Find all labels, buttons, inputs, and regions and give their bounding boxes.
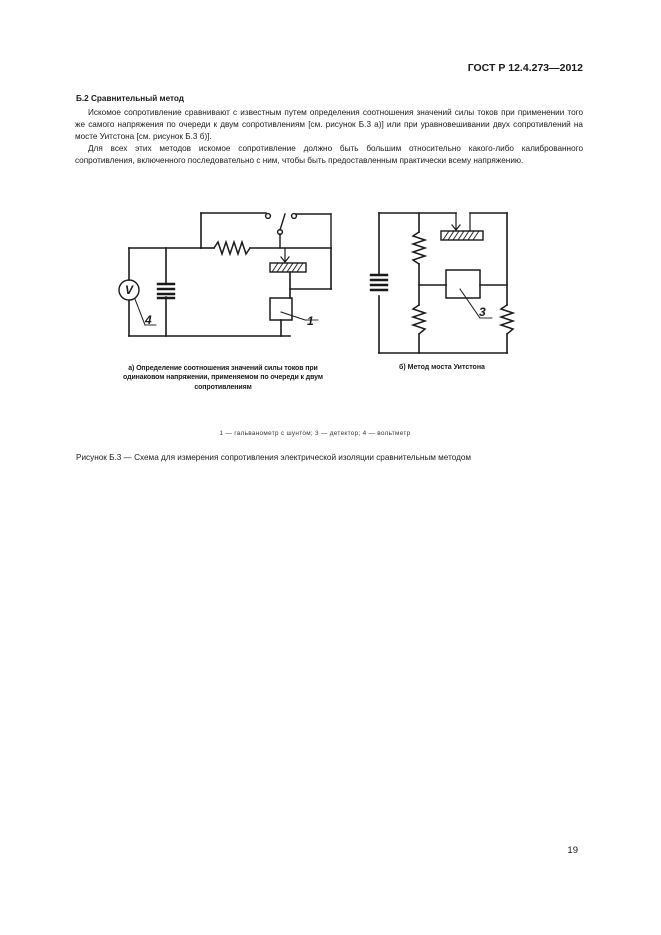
switch	[266, 214, 331, 248]
caption-diagram-b: б) Метод моста Уитстона	[399, 364, 485, 371]
diagram-a	[119, 213, 331, 336]
resistor-b1	[413, 232, 425, 264]
diagram-b	[371, 213, 513, 353]
document-header: ГОСТ Р 12.4.273—2012	[467, 62, 583, 74]
figure-title: Рисунок Б.3 — Схема для измерения сопротивления электрической изоляции сравнительным методом	[76, 453, 472, 462]
resistor-a	[214, 242, 250, 254]
label-3: 3	[479, 305, 486, 319]
voltmeter-symbol	[119, 280, 139, 300]
detector	[446, 270, 480, 298]
caption-diagram-a: а) Определение соотношения значений силы токов при одинаковом напряжении, применяемом по очереди к двум сопротивлениям	[123, 365, 323, 391]
calibrated-resistor-a	[270, 248, 306, 272]
section-title: Б.2 Сравнительный метод	[76, 94, 185, 103]
galvanometer	[270, 298, 292, 320]
figure-legend: 1 — гальванометр с шунтом; 3 — детектор; 4 — вольтметр	[219, 430, 411, 437]
battery-a	[158, 284, 174, 298]
resistor-b3	[501, 305, 513, 334]
label-1: 1	[307, 314, 314, 328]
voltmeter-letter: V	[125, 283, 134, 297]
battery-b	[371, 275, 387, 290]
page-number: 19	[567, 845, 578, 856]
paragraph-2: Для всех этих методов искомое сопротивление должно быть большим относительно какого-либо калиброванного сопротивления, включенного последовательно с ним, чтобы быть предоставленным практически всему напряжению.	[75, 144, 583, 166]
resistor-b2	[413, 305, 425, 334]
calibrated-resistor-b	[441, 213, 483, 240]
paragraph-1: Искомое сопротивление сравнивают с известным путем определения соотношения значений силы токов при применении того же самого напряжения по очереди к двум сопротивлениям [см. рисунок Б.3 а)] или при уравновешивании двух сопротивлений на мосте Уитстона [см. рисунок Б.3 б)].	[75, 108, 583, 142]
label-4: 4	[145, 313, 152, 327]
